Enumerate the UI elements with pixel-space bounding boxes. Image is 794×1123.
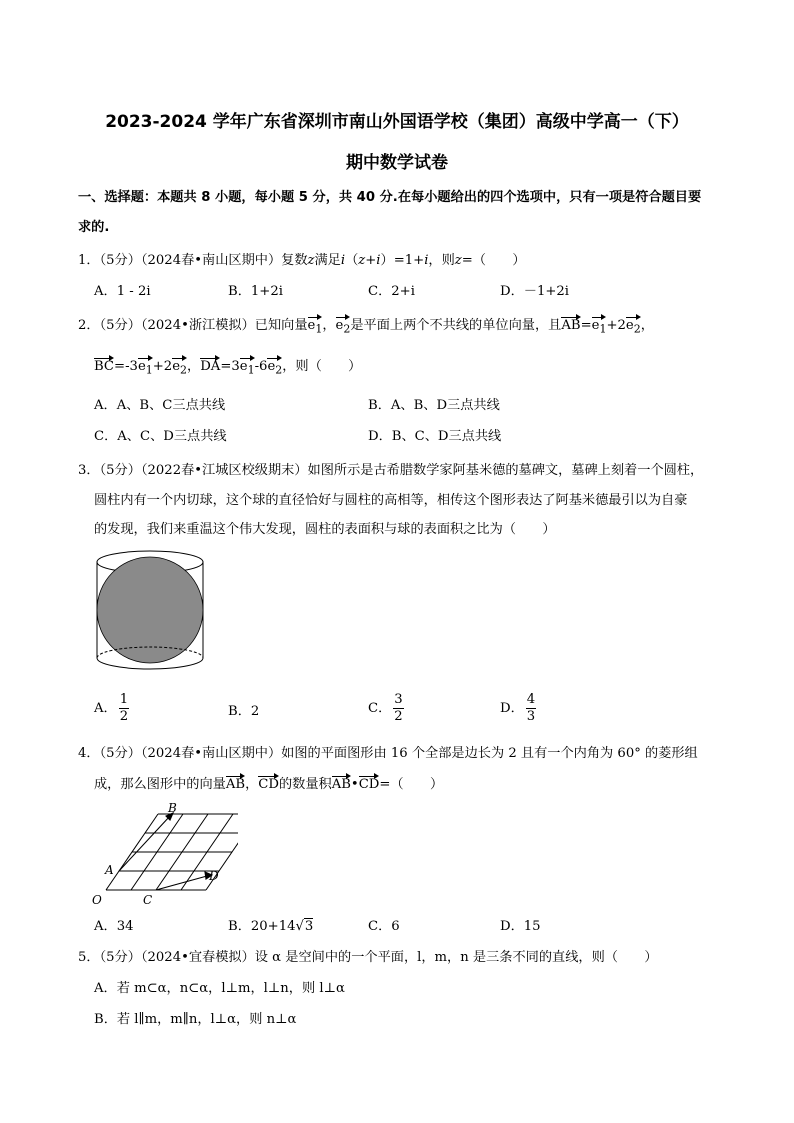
- q1-option-c[interactable]: C．2+i: [368, 284, 415, 299]
- question-5: 5．（5分）（2024•宜春模拟）设 α 是空间中的一个平面，l，m，n 是三条不同的直线，则（ ）: [78, 950, 658, 965]
- q2-option-b[interactable]: B．A、B、D三点共线: [368, 398, 500, 413]
- q1-option-a[interactable]: A．1 - 2i: [94, 284, 151, 299]
- q2-option-a[interactable]: A．A、B、C三点共线: [94, 398, 226, 413]
- q3-option-a[interactable]: A． $\frac{1}{2}$: [94, 692, 129, 724]
- q1-option-b[interactable]: B．1+2i: [228, 284, 283, 299]
- question-3: 3．（5分）（2022春•江城区校级期末）如图所示是古希腊数学家阿基米德的墓碑文，墓碑上刻着一个圆柱，: [78, 463, 704, 478]
- cylinder-sphere-figure: [88, 548, 212, 678]
- question-2: 2．（5分）（2024•浙江模拟）已知向量$e_1$，$e_2$是平面上两个不共线的单位向量，且$AB=e_1+2e_2$，: [78, 318, 654, 336]
- label-b: B: [168, 801, 177, 815]
- q2-option-c[interactable]: C．A、C、D三点共线: [94, 429, 227, 444]
- q1-option-d[interactable]: D．－1+2i: [500, 284, 569, 299]
- label-c: C: [143, 893, 153, 907]
- q4-option-c[interactable]: C．6: [368, 919, 400, 934]
- question-2-cont: $BC=-3e_1+2e_2$，$DA=3e_1-6e_2$，则（ ）: [94, 359, 362, 377]
- q4-option-a[interactable]: A．34: [94, 919, 134, 934]
- q3-option-d[interactable]: D． $\frac{4}{3}$: [500, 692, 536, 724]
- question-3-cont2: 的发现，我们来重温这个伟大发现，圆柱的表面积与球的表面积之比为（ ）: [94, 522, 556, 537]
- question-1: 1．（5分）（2024春•南山区期中）复数z满足i（z+i）=1+i，则z=（ ）: [78, 253, 526, 268]
- label-a: A: [105, 863, 114, 877]
- exam-title-line1: 2023-2024 学年广东省深圳市南山外国语学校（集团）高级中学高一（下）: [105, 112, 689, 132]
- label-d: D: [209, 869, 219, 883]
- q4-option-d[interactable]: D．15: [500, 919, 541, 934]
- q3-option-b[interactable]: B．2: [228, 704, 260, 719]
- section-heading: 一、选择题：本题共 8 小题，每小题 5 分，共 40 分.在每小题给出的四个选项中，只有一项是符合题目要: [78, 190, 702, 205]
- q5-option-a[interactable]: A．若 m⊂α，n⊂α，l⊥m，l⊥n，则 l⊥α: [94, 981, 345, 996]
- q2-option-d[interactable]: D．B、C、D三点共线: [368, 429, 502, 444]
- question-3-cont1: 圆柱内有一个内切球，这个球的直径恰好与圆柱的高相等，相传这个图形表达了阿基米德最引以为自豪: [94, 493, 688, 508]
- exam-title-line2: 期中数学试卷: [346, 153, 448, 173]
- label-o: O: [92, 893, 102, 907]
- question-4: 4．（5分）（2024春•南山区期中）如图的平面图形由 16 个全部是边长为 2 且有一个内角为 60° 的菱形组: [78, 746, 698, 761]
- q5-option-b[interactable]: B．若 l∥m，m∥n，l⊥α，则 n⊥α: [94, 1012, 297, 1027]
- q3-option-c[interactable]: C． $\frac{3}{2}$: [368, 692, 403, 724]
- section-heading-cont: 求的.: [78, 220, 110, 235]
- question-4-cont: 成，那么图形中的向量AB，CD的数量积AB•CD=（ ）: [94, 777, 444, 792]
- rhombus-grid-figure: [88, 800, 238, 908]
- q4-option-b[interactable]: B．20+14√3: [228, 919, 314, 934]
